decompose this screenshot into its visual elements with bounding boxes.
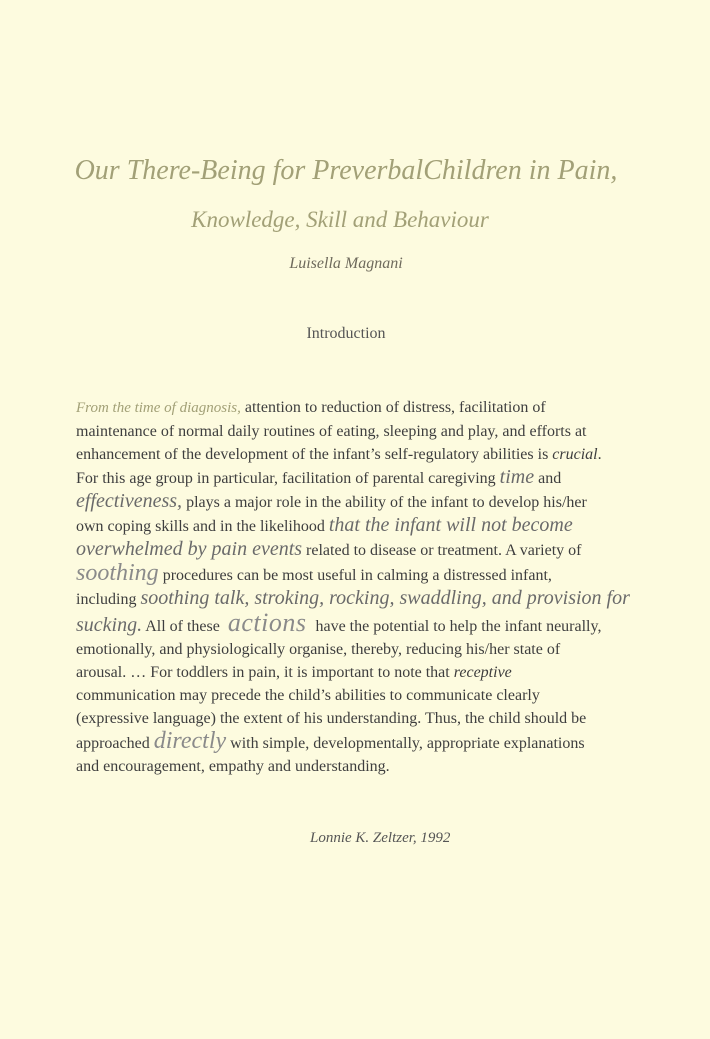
- quote-text: with simple, developmentally, appropriate explanations: [226, 735, 585, 752]
- section-heading: Introduction: [306, 325, 386, 342]
- emphasis-directly: directly: [153, 728, 227, 754]
- quote-line: [76, 587, 648, 611]
- quote-text: have the potential to help the infant neurally,: [315, 618, 602, 635]
- quote-line: emotionally, and physiologically organise, thereby, reducing his/her state of: [76, 641, 561, 658]
- quote-line: [76, 490, 648, 514]
- emphasis-effectiveness: effectiveness,: [76, 490, 183, 512]
- quote-line: (expressive language) the extent of his understanding. Thus, the child should be: [76, 710, 587, 727]
- emphasis-sucking: sucking.: [76, 614, 143, 636]
- quote-line: [76, 514, 648, 538]
- quote-line: [76, 661, 648, 684]
- quote-text: plays a major role in the ability of the infant to develop his/her: [182, 494, 587, 511]
- quote-text: procedures can be most useful in calming a distressed infant,: [158, 567, 552, 584]
- quote-line: [76, 608, 648, 638]
- quote-text: own coping skills and in the likelihood: [76, 518, 329, 535]
- quote-text: attention to reduction of distress, facilitation of: [240, 399, 546, 416]
- emphasis-soothing-list: soothing talk, stroking, rocking, swaddling, and provision for: [140, 587, 630, 609]
- quote-text: approached: [76, 735, 154, 752]
- emphasis-crucial: crucial: [552, 446, 598, 463]
- quote-line: and encouragement, empathy and understanding.: [76, 758, 390, 775]
- emphasis-receptive: receptive: [453, 664, 512, 681]
- quote-text: including: [76, 591, 141, 608]
- quote-lead-phrase: From the time of diagnosis,: [76, 400, 241, 416]
- emphasis-time: time: [499, 466, 535, 488]
- quote-line: maintenance of normal daily routines of eating, sleeping and play, and efforts at: [76, 423, 587, 440]
- emphasis-not-overwhelmed: that the infant will not become: [328, 514, 573, 536]
- quote-line: [76, 466, 648, 490]
- quote-text: and: [534, 470, 562, 487]
- quote-line: [76, 562, 648, 587]
- quote-text: related to disease or treatment. A variety of: [302, 542, 582, 559]
- emphasis-pain-events: overwhelmed by pain events: [76, 538, 303, 560]
- quote-line: communication may precede the child’s abilities to communicate clearly: [76, 687, 540, 704]
- emphasis-actions: actions: [227, 608, 307, 637]
- document-subtitle: Knowledge, Skill and Behaviour: [191, 207, 489, 232]
- quote-paragraph: [76, 396, 648, 778]
- author-name: Luisella Magnani: [289, 255, 403, 272]
- quote-text: arousal. … For toddlers in pain, it is important to note that: [76, 664, 454, 681]
- quote-line: [76, 538, 648, 562]
- quote-line: [76, 730, 648, 755]
- quote-attribution: Lonnie K. Zeltzer, 1992: [310, 830, 451, 846]
- quote-line: [76, 443, 648, 466]
- emphasis-soothing: soothing: [76, 560, 159, 586]
- quote-text: For this age group in particular, facilitation of parental caregiving: [76, 470, 500, 487]
- quote-line: [76, 396, 648, 420]
- quote-text: All of these: [142, 618, 224, 635]
- document-title: Our There-Being for PreverbalChildren in Pain,: [74, 155, 618, 186]
- quote-text: .: [597, 446, 602, 463]
- quote-text: enhancement of the development of the infant’s self-regulatory abilities is: [76, 446, 553, 463]
